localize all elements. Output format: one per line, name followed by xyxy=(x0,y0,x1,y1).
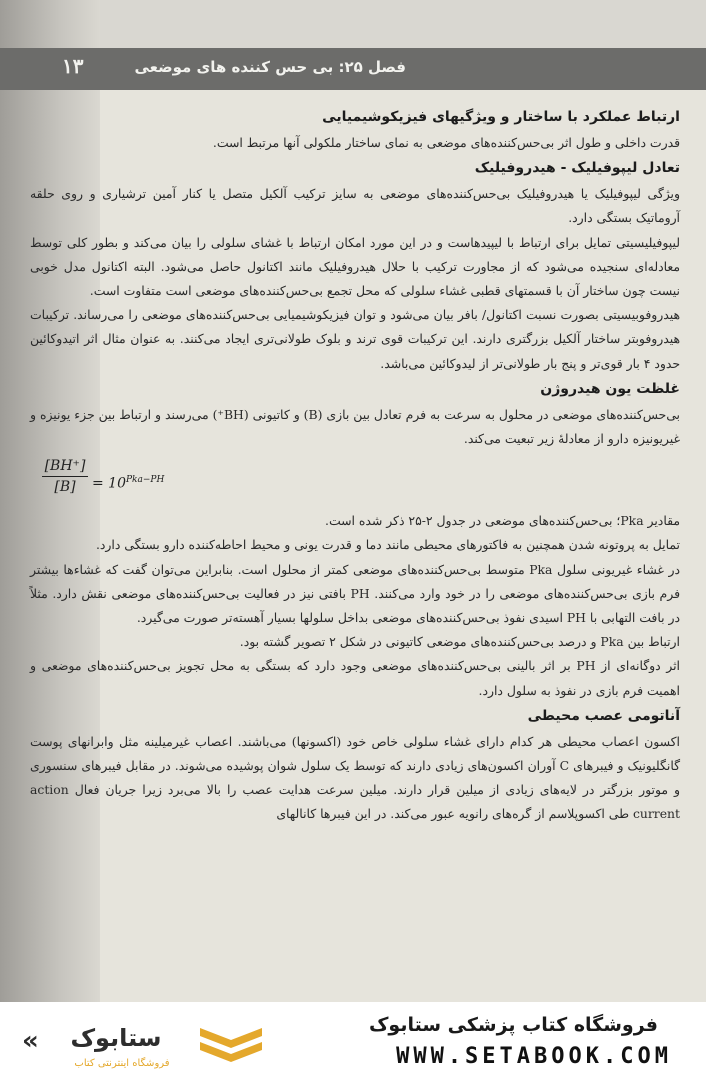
paragraph: قدرت داخلی و طول اثر بی‌حس‌کننده‌های موضعی به نمای ساختار ملکولی آنها مرتبط است. xyxy=(212,135,680,150)
equation-fraction xyxy=(42,457,88,496)
logo-wordmark: ستابوک xyxy=(70,1024,162,1052)
section-heading: آناتومی عصب محیطی xyxy=(527,707,680,724)
logo-tagline: فروشگاه اینترنتی کتاب xyxy=(74,1058,170,1069)
double-chevron-icon: « xyxy=(22,1026,39,1056)
paragraph: ارتباط بین Pka و درصد بی‌حس‌کننده‌های موضعی کاتیونی در شکل ۲ تصویر گشته بود. xyxy=(239,634,680,650)
equation-exponent: Pka−PH xyxy=(126,475,165,486)
paragraph: در غشاء غیریونی سلول Pka متوسط بی‌حس‌کننده‌های موضعی کمتر از محلول است. بنابراین می‌توان گفت که غشاءها بیشتر فرم بازی بی‌حس‌کننده‌های موضعی را در خود وارد می‌کنند. PH بافتی نیز در فعالیت بی‌حس‌کننده‌های موضعی نقش دارد. مثلاً در بافت التهابی با PH اسیدی نفوذ بی‌حس‌کننده‌های موضعی بداخل سلولها بسیار آهسته‌تر صورت می‌گیرد. xyxy=(30,561,680,626)
paragraph: هیدروفوبیسیتی بصورت نسبت اکتانول/ بافر بیان می‌شود و توان فیزیکوشیمیایی بی‌حس‌کننده‌های موضعی را می‌رساند. ترکیبات هیدروفوبتر ساختار آلکیل بزرگتری دارند. این ترکیبات قوی ترند و بلوک طولانی‌تری ایجاد می‌کنند. به عنوان مثال اثر اتیدوکائین حدود ۴ بار قوی‌تر و پنج بار طولانی‌تر از لیدوکائین می‌باشد. xyxy=(30,307,680,371)
section-heading: غلظت یون هیدروژن xyxy=(540,380,680,397)
store-url: WWW.SETABOOK.COM xyxy=(396,1044,672,1069)
page-top-margin xyxy=(100,0,706,48)
equation-numerator: [BH⁺] xyxy=(42,457,88,477)
chapter-title: فصل ۲۵: بی حس کننده های موضعی xyxy=(134,58,406,76)
store-banner xyxy=(0,1002,706,1080)
section-heading: ارتباط عملکرد با ساختار و ویژگیهای فیزیکوشیمیایی xyxy=(322,109,680,125)
paragraph: اثر دوگانه‌ای از PH بر اثر بالینی بی‌حس‌کننده‌های موضعی وجود دارد که بستگی به محل تجویز بی‌حس‌کننده‌های موضعی و اهمیت فرم بازی در نفوذ به سلول دارد. xyxy=(30,658,680,698)
running-header xyxy=(0,48,706,90)
paragraph: اکسون اعصاب محیطی هر کدام دارای غشاء سلولی خاص خود (اکسونها) می‌باشند. اعصاب غیرمیلینه مثل وابرانهای پوست گانگلیونیک و فیبرهای C آوران اکسون‌های زیادی دارند که توسط یک سلول شوان پوشیده می‌شوند. در مقابل فیبرهای سنسوری و موتور بزرگتر در لایه‌های زیادی از میلین قرار دارند. میلین سرعت هدایت عصب را بالا می‌برد زیرا جریان فعال action current طی اکسوپلاسم از گره‌های رانویه عبور می‌کند. در این فیبرها کانالهای xyxy=(30,733,680,822)
equation-rhs xyxy=(92,468,164,496)
equation-base: = 10 xyxy=(92,475,126,492)
subsection-heading: تعادل لیپوفیلیک - هیدروفیلیک xyxy=(474,160,680,177)
equation xyxy=(36,457,680,497)
paragraph: لیپوفیلیسیتی تمایل برای ارتباط با لیپیدهاست و در این مورد امکان ارتباط با غشای سلولی را بیان می‌کند و بطور کلی توسط معادله‌ای سنجیده می‌شود که از مجاورت ترکیب با حلال هیدروفیلیک مانند اکتانول حاصل می‌شود. البته اکتانول مدل خوبی نیست چون ساختار آن با قسمتهای قطبی غشاء سلولی که محل تجمع بی‌حس‌کننده‌های موضعی است متفاوت است. xyxy=(30,234,680,299)
book-stack-logo-icon xyxy=(196,1022,266,1068)
paragraph: ویژگی لیپوفیلیک یا هیدروفیلیک بی‌حس‌کننده‌های موضعی به سایز ترکیب آلکیل متصل یا کنار آمین ترشیاری و روی حلقه آروماتیک بستگی دارد. xyxy=(30,186,680,226)
paragraph: تمایل به پروتونه شدن همچنین به فاکتورهای محیطی مانند دما و قدرت یونی و محیط احاطه‌کننده دارو بستگی دارد. xyxy=(95,537,680,553)
page-number: ۱۳ xyxy=(62,54,84,78)
store-name: فروشگاه کتاب پزشکی ستابوک xyxy=(368,1014,658,1036)
page-body xyxy=(30,104,680,827)
paragraph: بی‌حس‌کننده‌های موضعی در محلول به سرعت به فرم تعادل بین بازی (B) و کاتیونی (BH⁺) می‌رسند و ارتباط بین جزء یونیزه و غیریونیزه دارو از معادلهٔ زیر تبعیت می‌کند. xyxy=(30,406,680,447)
equation-denominator: [B] xyxy=(54,479,76,496)
paragraph: مقادیر Pka؛ بی‌حس‌کننده‌های موضعی در جدول ۲-۲۵ ذکر شده است. xyxy=(325,513,680,529)
